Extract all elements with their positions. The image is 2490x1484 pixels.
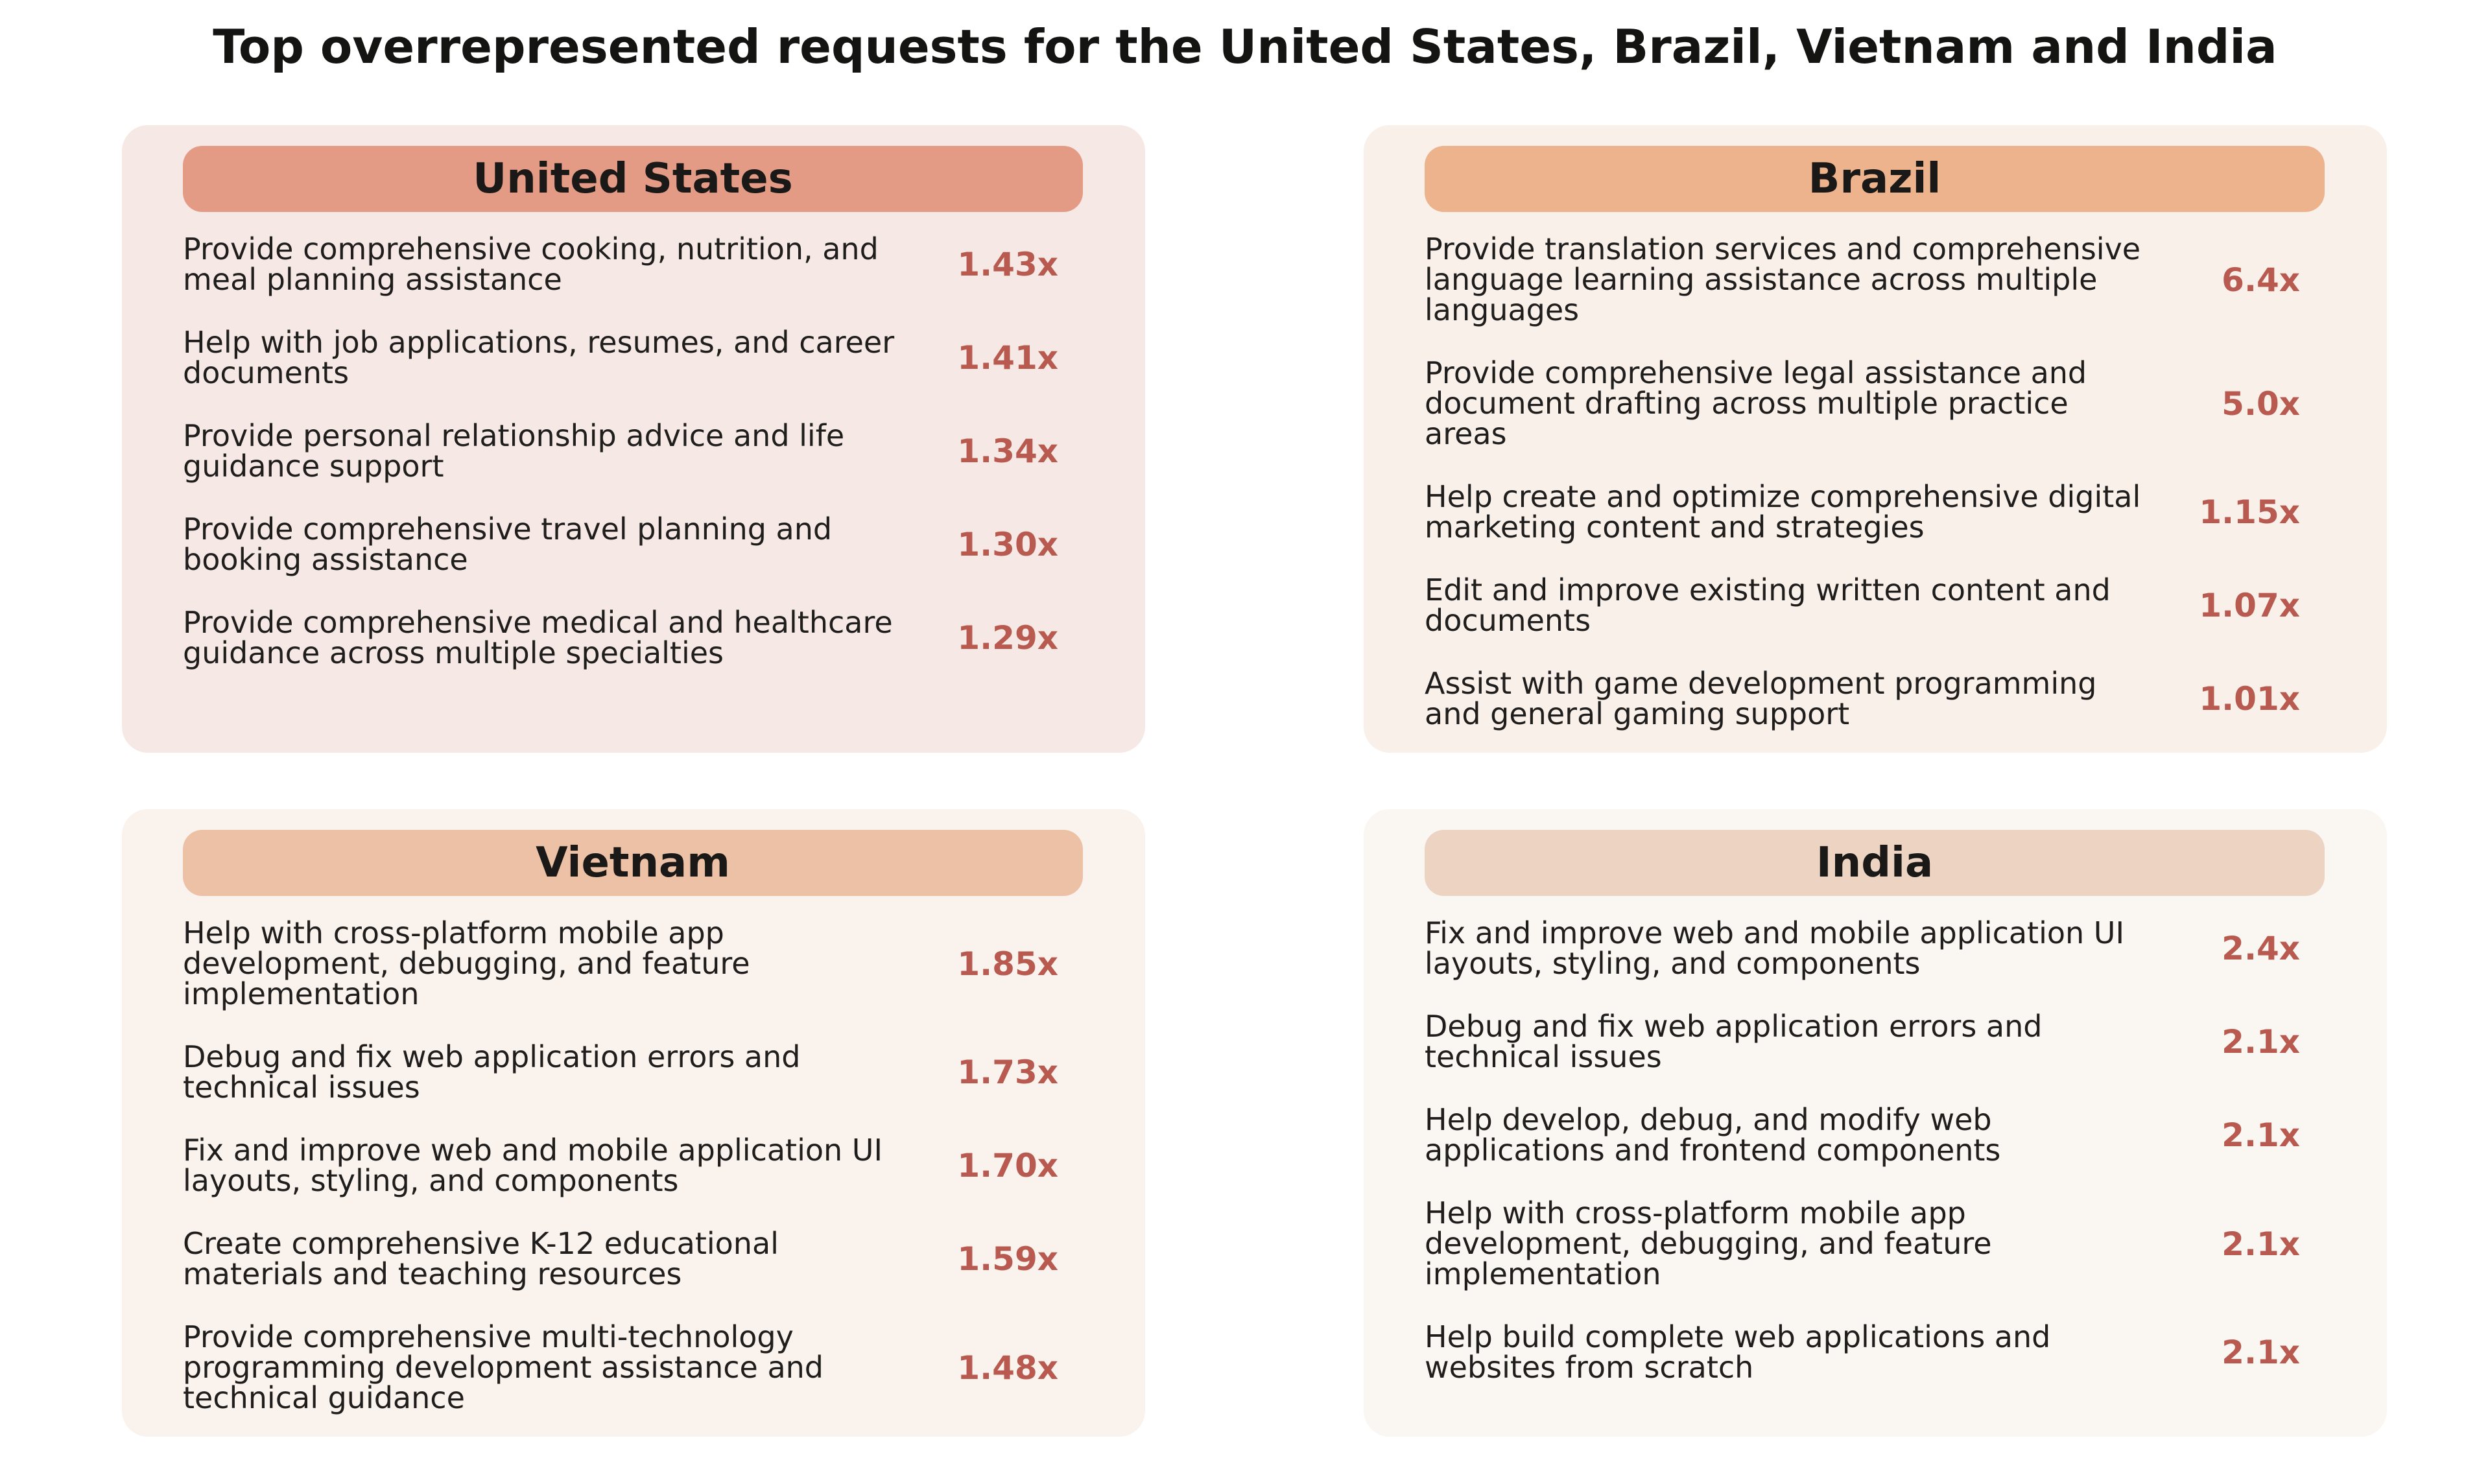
request-row <box>183 514 1083 575</box>
overrepresentation-value: 1.30x <box>957 526 1058 563</box>
panel-header-brazil: Brazil <box>1425 146 2325 212</box>
overrepresentation-value: 2.4x <box>2222 930 2300 967</box>
request-text: Help with cross-platform mobile app development, debugging, and feature implementation <box>183 915 750 1011</box>
overrepresentation-value: 1.59x <box>957 1240 1058 1278</box>
overrepresentation-value: 2.1x <box>2222 1116 2300 1154</box>
request-text: Provide comprehensive travel planning and booking assistance <box>183 512 833 577</box>
request-list-united-states <box>183 231 1083 701</box>
overrepresentation-value: 2.1x <box>2222 1225 2300 1263</box>
request-row <box>183 231 1083 297</box>
request-row <box>183 327 1083 388</box>
panel-india <box>1364 809 2387 1437</box>
overrepresentation-value: 1.48x <box>957 1349 1058 1387</box>
request-row <box>1425 1011 2325 1072</box>
request-row <box>183 1319 1083 1415</box>
request-list-india <box>1425 915 2325 1415</box>
request-row <box>183 418 1083 484</box>
request-row <box>1425 1319 2325 1385</box>
request-row <box>183 915 1083 1011</box>
request-row <box>1425 915 2325 981</box>
request-text: Debug and fix web application errors and technical issues <box>1425 1009 2043 1074</box>
request-text: Provide comprehensive multi-technology programming development assistance and technical guidance <box>183 1319 824 1415</box>
panel-vietnam <box>122 809 1145 1437</box>
overrepresentation-value: 1.07x <box>2199 587 2300 624</box>
request-row <box>183 1226 1083 1291</box>
request-text: Provide comprehensive legal assistance and document drafting across multiple practice areas <box>1425 355 2087 451</box>
request-list-brazil <box>1425 231 2325 762</box>
overrepresentation-value: 1.15x <box>2199 493 2300 531</box>
request-row <box>1425 1102 2325 1168</box>
request-text: Fix and improve web and mobile application UI layouts, styling, and components <box>183 1133 883 1198</box>
overrepresentation-value: 1.43x <box>957 246 1058 283</box>
overrepresentation-value: 1.01x <box>2199 680 2300 718</box>
request-row <box>183 607 1083 668</box>
request-text: Help with cross-platform mobile app development, debugging, and feature implementation <box>1425 1195 1992 1291</box>
overrepresentation-value: 1.34x <box>957 432 1058 470</box>
request-text: Help build complete web applications and websites from scratch <box>1425 1319 2051 1385</box>
request-text: Create comprehensive K-12 educational materials and teaching resources <box>183 1226 779 1291</box>
request-text: Help create and optimize comprehensive digital marketing content and strategies <box>1425 479 2141 545</box>
overrepresentation-value: 5.0x <box>2222 384 2300 423</box>
overrepresentation-value: 2.1x <box>2222 1023 2300 1061</box>
panel-header-united-states: United States <box>183 146 1083 212</box>
request-row <box>1425 1195 2325 1291</box>
panel-header-india: India <box>1425 830 2325 896</box>
request-row <box>1425 231 2325 327</box>
request-text: Assist with game development programming and general gaming support <box>1425 666 2097 731</box>
page-title: Top overrepresented requests for the United States, Brazil, Vietnam and India <box>213 19 2277 74</box>
panel-header-vietnam: Vietnam <box>183 830 1083 896</box>
overrepresentation-value: 6.4x <box>2222 261 2300 299</box>
request-row <box>183 1039 1083 1105</box>
request-text: Debug and fix web application errors and technical issues <box>183 1039 801 1105</box>
panel-united-states <box>122 125 1145 753</box>
request-text: Provide translation services and comprehensive language learning assistance across multiple languages <box>1425 231 2141 327</box>
request-text: Help develop, debug, and modify web applications and frontend components <box>1425 1102 2001 1168</box>
request-row <box>1425 355 2325 451</box>
request-text: Edit and improve existing written content and documents <box>1425 572 2111 638</box>
request-row <box>183 1135 1083 1196</box>
request-list-vietnam <box>183 915 1083 1446</box>
request-text: Fix and improve web and mobile application UI layouts, styling, and components <box>1425 915 2125 981</box>
request-text: Provide personal relationship advice and life guidance support <box>183 418 845 484</box>
request-row <box>1425 572 2325 638</box>
overrepresentation-value: 1.73x <box>957 1054 1058 1091</box>
request-text: Provide comprehensive cooking, nutrition, and meal planning assistance <box>183 231 879 297</box>
request-text: Provide comprehensive medical and healthcare guidance across multiple specialties <box>183 605 893 670</box>
overrepresentation-value: 1.41x <box>957 339 1058 377</box>
overrepresentation-value: 2.1x <box>2222 1334 2300 1371</box>
request-text: Help with job applications, resumes, and career documents <box>183 325 895 390</box>
panel-brazil <box>1364 125 2387 753</box>
overrepresentation-value: 1.85x <box>957 945 1058 983</box>
request-row <box>1425 668 2325 729</box>
request-row <box>1425 479 2325 545</box>
overrepresentation-value: 1.70x <box>957 1147 1058 1184</box>
overrepresentation-value: 1.29x <box>957 619 1058 657</box>
